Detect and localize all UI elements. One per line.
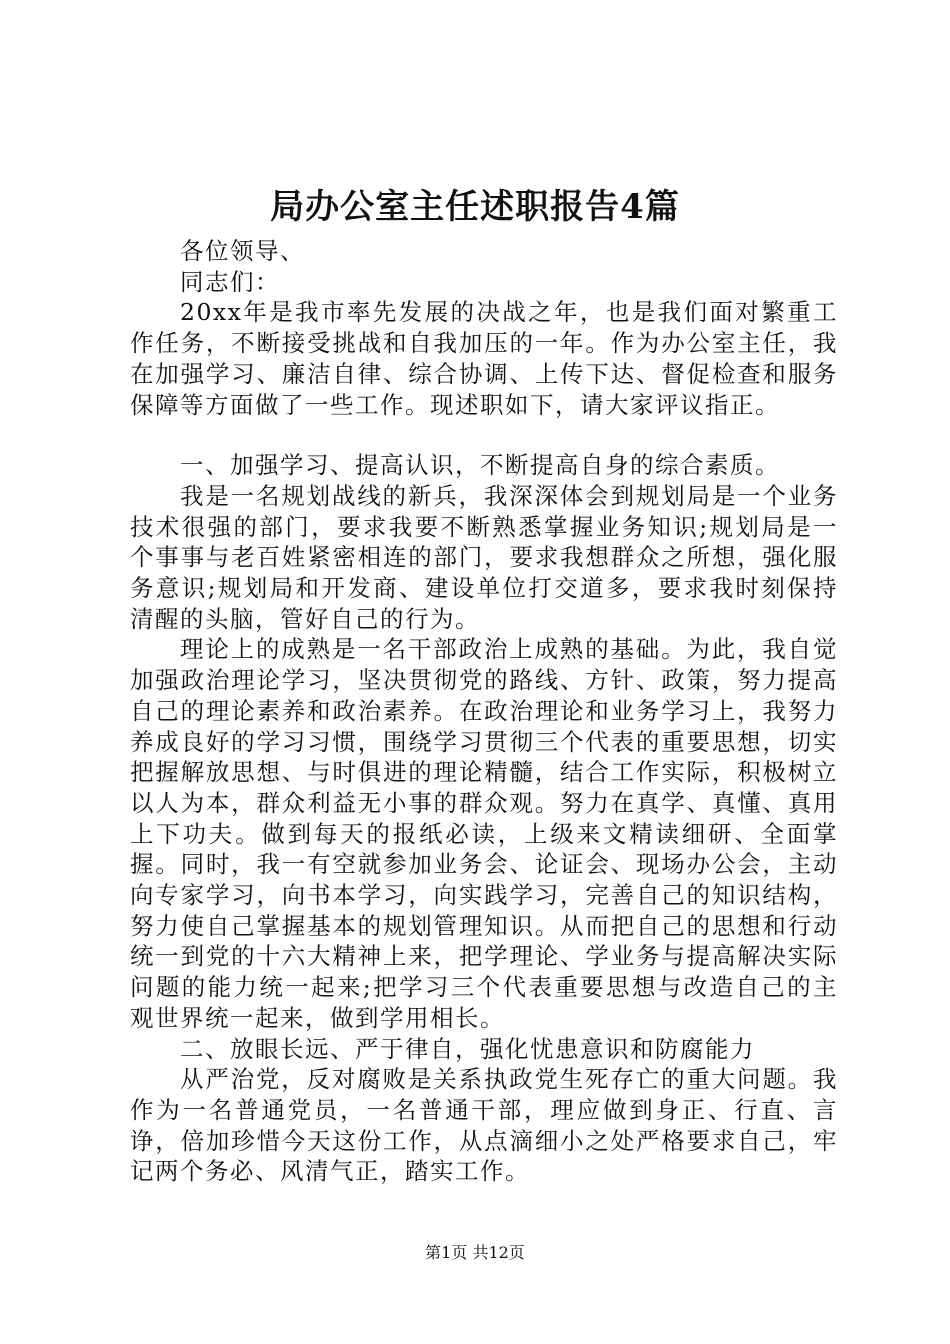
page-number-footer: 第1页 共12页 <box>425 1243 525 1262</box>
salutation-line-2: 同志们： <box>180 267 280 296</box>
section-heading-2: 二、放眼长远、严于律自，强化忧患意识和防腐能力 <box>180 1034 755 1063</box>
document-body <box>130 236 838 1187</box>
section-heading-1: 一、加强学习、提高认识，不断提高自身的综合素质。 <box>180 451 780 480</box>
paragraph-section1-a: 我是一名规划战线的新兵，我深深体会到规划局是一个业务技术很强的部门，要求我要不断熟悉掌握业务知识;规划局是一个事事与老百姓紧密相连的部门，要求我想群众之所想，强化服务意识;规划局和开发商、建设单位打交道多，要求我时刻保持清醒的头脑，管好自己的行为。 <box>130 481 838 633</box>
document-title: 局办公室主任述职报告4篇 <box>270 187 680 227</box>
paragraph-section2-a: 从严治党，反对腐败是关系执政党生死存亡的重大问题。我作为一名普通党员，一名普通干部，理应做到身正、行直、言诤，倍加珍惜今天这份工作，从点滴细小之处严格要求自己，牢记两个务必、风清气正，踏实工作。 <box>130 1065 838 1186</box>
salutation-line-1: 各位领导、 <box>180 237 305 265</box>
paragraph-intro: 20xx年是我市率先发展的决战之年，也是我们面对繁重工作任务，不断接受挑战和自我加压的一年。作为办公室主任，我在加强学习、廉洁自律、综合协调、上传下达、督促检查和服务保障等方面做了一些工作。现述职如下，请大家评议指正。 <box>130 298 838 419</box>
paragraph-spacer <box>130 420 838 450</box>
paragraph-section1-b: 理论上的成熟是一名干部政治上成熟的基础。为此，我自觉加强政治理论学习，坚决贯彻党的路线、方针、政策，努力提高自己的理论素养和政治素养。在政治理论和业务学习上，我努力养成良好的学习习惯，围绕学习贯彻三个代表的重要思想，切实把握解放思想、与时俱进的理论精髓，结合工作实际，积极树立以人为本，群众利益无小事的群众观。努力在真学、真懂、真用上下功夫。做到每天的报纸必读，上级来文精读细研、全面掌握。同时，我一有空就参加业务会、论证会、现场办公会，主动向专家学习，向书本学习，向实践学习，完善自己的知识结构，努力使自己掌握基本的规划管理知识。从而把自己的思想和行动统一到党的十六大精神上来，把学理论、学业务与提高解决实际问题的能力统一起来;把学习三个代表重要思想与改造自己的主观世界统一起来，做到学用相长。 <box>130 635 838 1032</box>
